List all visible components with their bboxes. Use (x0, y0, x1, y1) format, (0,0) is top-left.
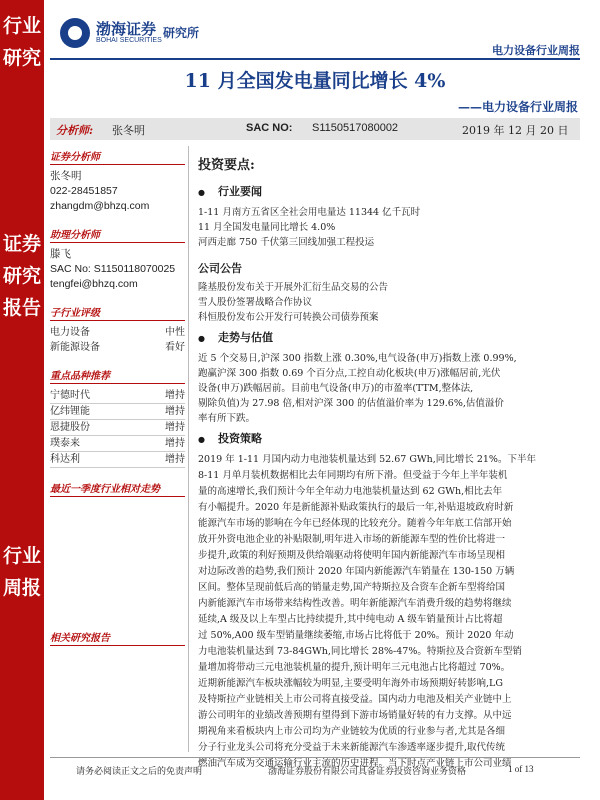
strategy-line: 区间。整体呈现前低后高的销量走势,国产特斯拉及合资车企新车型将给国 (198, 582, 506, 593)
strategy-line: 过 50%,A00 级车型销量继续萎缩,市场占比将低于 20%。预计 2020 年动 (198, 630, 514, 641)
strategy-line: 内新能源汽车市场带来结构性改善。明年新能源汽车消费升级的趋势将继续 (198, 598, 512, 609)
strategy-line: 燃油汽车成为交通运输行业主流的历史进程。当下时点产业链上市公司业绩 (198, 758, 512, 769)
strategy-line: 2019 年 1-11 月国内动力电池装机量达到 52.67 GWh,同比增长 21%。下半年 (198, 454, 536, 465)
analyst-label: 分析师: (56, 124, 94, 137)
key-stock-row (50, 436, 185, 452)
sub-rating-row (50, 340, 185, 355)
trend-section-title: 最近一季度行业相对走势 (50, 480, 185, 497)
key-stock-row (50, 452, 185, 468)
sub-rating-name: 新能源设备 (50, 342, 100, 353)
footer-divider (50, 757, 580, 758)
logo-institute: 研究所 (163, 26, 200, 40)
news-item: 11 月全国发电量同比增长 4.0% (198, 222, 336, 233)
strategy-line: 分子行业龙头公司将充分受益于未来新能源汽车渗透率逐步提升,取代传统 (198, 742, 506, 753)
analyst-email[interactable]: zhangdm@bhzq.com (50, 200, 150, 212)
strategy-line: 量增加将带动三元电池装机量的提升,预计明年三元电池占比将超过 70%。 (198, 662, 511, 673)
announcement-item: 隆基股份发布关于开展外汇衍生品交易的公告 (198, 282, 389, 293)
footer-disclaimer: 请务必阅读正文之后的免责声明 (76, 767, 203, 777)
analyst-name: 张冬明 (50, 170, 82, 182)
trend-line: 剔除负值)为 27.98 倍,相对沪深 300 的估值溢价率为 129.6%,估值溢价 (198, 398, 504, 409)
analyst-name: 张冬明 (112, 124, 145, 137)
analyst-section-title: 证券分析师 (50, 148, 185, 165)
sub-rating-section-title: 子行业评级 (50, 304, 185, 321)
key-stock-rating: 增持 (165, 438, 185, 449)
strategy-line: 量的高速增长,我们预计今年全年动力电池装机量达到 62 GWh,相比去年 (198, 486, 503, 497)
investment-highlights-heading: 投资要点: (198, 158, 255, 173)
sidebar-label-securities-report: 证券研究报告 (2, 233, 41, 319)
key-stock-rating: 增持 (165, 390, 185, 401)
trend-paragraph (198, 351, 583, 426)
page-subtitle: ——电力设备行业周报 (457, 100, 578, 114)
main-content (198, 154, 583, 772)
logo-name-en: BOHAI SECURITIES (96, 37, 162, 44)
strategy-line: 及特斯拉产业链相关上市公司将直接受益。国内动力电池及相关产业链中上 (198, 694, 512, 705)
page-title: 11 月全国发电量同比增长 4% (184, 70, 446, 92)
trend-line: 跑赢沪深 300 指数 0.69 个百分点,工控自动化板块(申万)涨幅居前,光伏 (198, 368, 501, 379)
news-item: 河西走廊 750 千伏第三回线加强工程投运 (198, 237, 375, 248)
header-divider (50, 58, 580, 60)
company-announcements-heading: 公司公告 (198, 262, 242, 275)
page-number: 1 of 13 (508, 764, 534, 774)
key-stock-rating: 增持 (165, 406, 185, 417)
trend-chart-area (50, 501, 185, 629)
key-stock-name: 亿纬锂能 (50, 406, 90, 417)
strategy-line: 对边际改善的趋势,我们预计 2020 年国内新能源汽车销量在 130-150 万辆 (198, 566, 515, 577)
key-stock-rating: 增持 (165, 454, 185, 465)
info-bar (50, 118, 580, 140)
key-stock-name: 科达利 (50, 454, 80, 465)
strategy-line: 能源汽车市场的影响在今年已经体现的比较充分。随着今年年底工信部开始 (198, 518, 512, 529)
key-stock-rating: 增持 (165, 422, 185, 433)
assistant-name: 滕飞 (50, 248, 71, 260)
assistant-email[interactable]: tengfei@bhzq.com (50, 278, 138, 290)
industry-news-heading: ● 行业要闻 (198, 183, 583, 199)
related-reports-title: 相关研究报告 (50, 629, 185, 646)
sub-rating-value: 看好 (165, 342, 185, 353)
strategy-line: 游公司明年的业绩改善预期有望得到下游市场销量好转的有力支撑。从中远 (198, 710, 512, 721)
key-stock-name: 璞泰来 (50, 438, 80, 449)
sac-number: S1150517080002 (312, 122, 399, 134)
report-date: 2019 年 12 月 20 日 (462, 124, 569, 137)
key-stock-name: 宁德时代 (50, 390, 90, 401)
key-stocks-section-title: 重点品种推荐 (50, 367, 185, 384)
strategy-line: 近期新能源汽车板块涨幅较为明显,主要受明年海外市场预期好转影响,LG (198, 678, 503, 689)
analyst-phone: 022-28451857 (50, 185, 118, 197)
sidebar-label-weekly: 行业周报 (2, 545, 41, 599)
left-column (50, 148, 185, 650)
trend-line: 设备(申万)跌幅居前。目前电气设备(申万)的市盈率(TTM,整体法, (198, 383, 474, 394)
footer-company: 渤海证券股份有限公司具备证券投资咨询业务资格 (268, 767, 467, 777)
key-stock-row (50, 404, 185, 420)
left-sidebar-band (0, 0, 44, 800)
news-item: 1-11 月南方五省区全社会用电量达 11344 亿千瓦时 (198, 207, 421, 218)
sac-label: SAC NO: (246, 122, 293, 134)
sub-rating-row (50, 325, 185, 340)
strategy-paragraph (198, 452, 583, 772)
trend-line: 率有所下跌。 (198, 413, 256, 424)
trend-valuation-heading: ● 走势与估值 (198, 329, 583, 345)
announcement-item: 科恒股份发布公开发行可转换公司债券预案 (198, 312, 379, 323)
logo-icon (60, 18, 90, 48)
logo-name-cn: 渤海证券 (96, 20, 157, 38)
sub-rating-name: 电力设备 (50, 327, 90, 338)
strategy-line: 步提升,政策的利好预期及供给端驱动将使明年国内新能源汽车市场呈现相 (198, 550, 506, 561)
sub-rating-value: 中性 (165, 327, 185, 338)
strategy-line: 力电池装机量达到 73-84GWh,同比增长 28%-47%。特斯拉及合资新车型销 (198, 646, 522, 657)
announcement-item: 雪人股份签署战略合作协议 (198, 297, 313, 308)
strategy-line: 8-11 月单月装机数据相比去年同期均有所下滑。但受益于今年上半年装机 (198, 470, 508, 481)
strategy-line: 有小幅提升。2020 年是新能源补贴政策执行的最后一年,补贴退坡政府时新 (198, 502, 514, 513)
sidebar-label-industry-research: 行业研究 (2, 15, 41, 69)
key-stock-name: 恩捷股份 (50, 422, 90, 433)
key-stock-row (50, 420, 185, 436)
assistant-sac: SAC No: S1150118070025 (50, 263, 176, 275)
key-stock-row (50, 388, 185, 404)
assistant-section-title: 助理分析师 (50, 226, 185, 243)
column-divider (188, 146, 189, 752)
investment-strategy-heading: ● 投资策略 (198, 430, 583, 446)
trend-line: 近 5 个交易日,沪深 300 指数上涨 0.30%,电气设备(申万)指数上涨 0.99%, (198, 353, 517, 364)
strategy-line: 期视角来看板块内上市公司均为产业链较为优质的行业参与者,尤其是各细 (198, 726, 506, 737)
strategy-line: 延续,A 级及以上车型占比持续提升,其中纯电动 A 级车销量预计占比将超 (198, 614, 503, 625)
strategy-line: 放开外资电池企业的补贴限制,明年进入市场的新能源车型的性价比将进一 (198, 534, 506, 545)
report-type: 电力设备行业周报 (492, 44, 580, 57)
